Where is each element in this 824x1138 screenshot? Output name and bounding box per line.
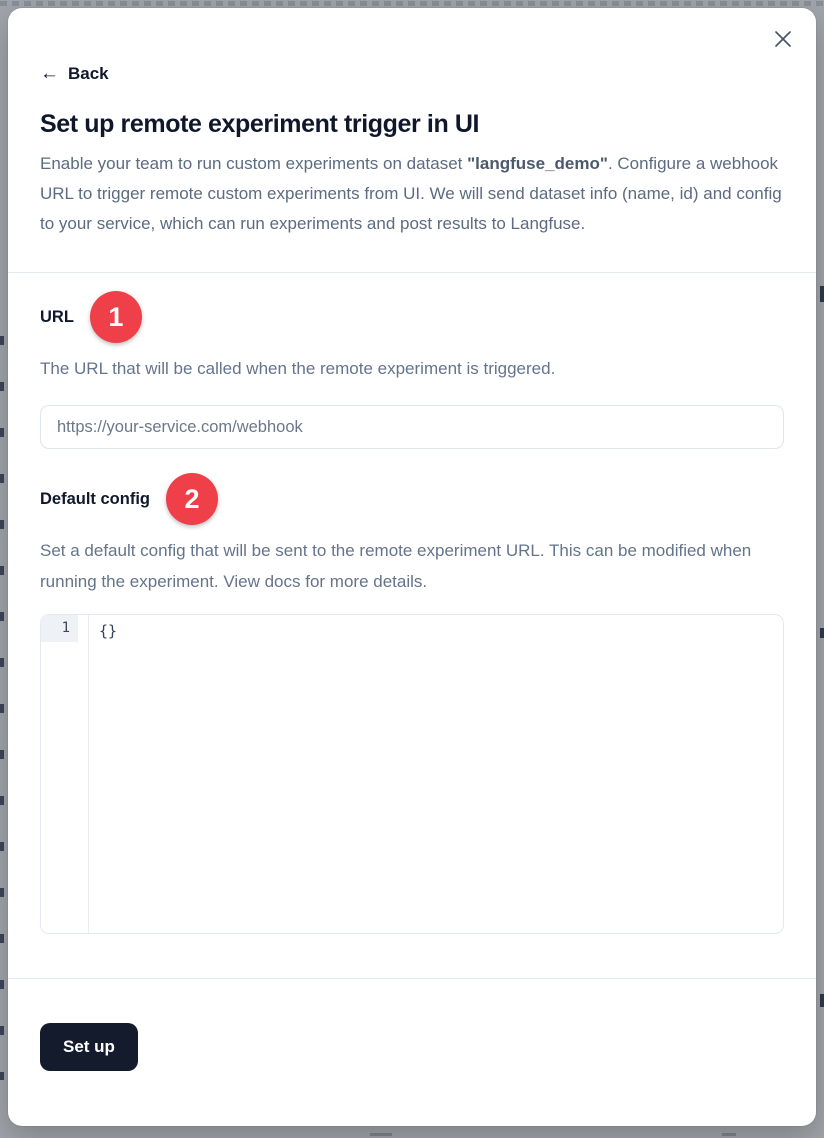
close-button[interactable] — [770, 26, 796, 52]
config-description: Set a default config that will be sent to the remote experiment URL. This can be modified when running the experiment. View docs for more details. — [40, 541, 752, 591]
background-page-fragment — [820, 994, 824, 1007]
dialog-title: Set up remote experiment trigger in UI — [40, 110, 480, 138]
back-label: Back — [68, 64, 109, 83]
back-arrow-icon: ← — [40, 63, 59, 84]
dataset-name: "langfuse_demo" — [467, 154, 608, 173]
dialog-description — [40, 149, 784, 239]
background-page-fragment — [0, 1, 824, 6]
editor-code-content[interactable]: {} — [99, 622, 118, 640]
editor-line-number-gutter — [41, 615, 89, 933]
webhook-url-input[interactable] — [40, 405, 784, 449]
url-label: URL — [40, 307, 74, 326]
background-page-fragment — [370, 1133, 392, 1136]
back-button[interactable] — [40, 64, 109, 84]
background-page-fragment — [820, 286, 824, 302]
set-up-button[interactable]: Set up — [40, 1023, 138, 1071]
url-description: The URL that will be called when the remote experiment is triggered. — [40, 359, 556, 378]
step-2-badge: 2 — [166, 473, 218, 525]
url-label-row — [40, 291, 784, 343]
setup-remote-experiment-dialog — [8, 8, 816, 1126]
dialog-footer — [40, 979, 784, 1071]
background-page-fragment — [0, 336, 4, 1080]
line-number: 1 — [41, 615, 78, 642]
default-config-code-editor[interactable] — [40, 614, 784, 934]
background-page-fragment — [722, 1133, 736, 1136]
step-1-badge: 1 — [90, 291, 142, 343]
close-icon — [773, 29, 793, 49]
header-divider — [8, 272, 816, 273]
description-text: Enable your team to run custom experiments on dataset — [40, 154, 468, 173]
config-label-row — [40, 473, 784, 525]
description-text: . Configure a webhook URL to trigger remote custom experiments from UI. We will send dataset info (name, id) and config to your service, which can run experiments and post results to Langfuse. — [40, 154, 782, 233]
background-page-fragment — [820, 628, 824, 638]
default-config-label: Default config — [40, 489, 150, 508]
